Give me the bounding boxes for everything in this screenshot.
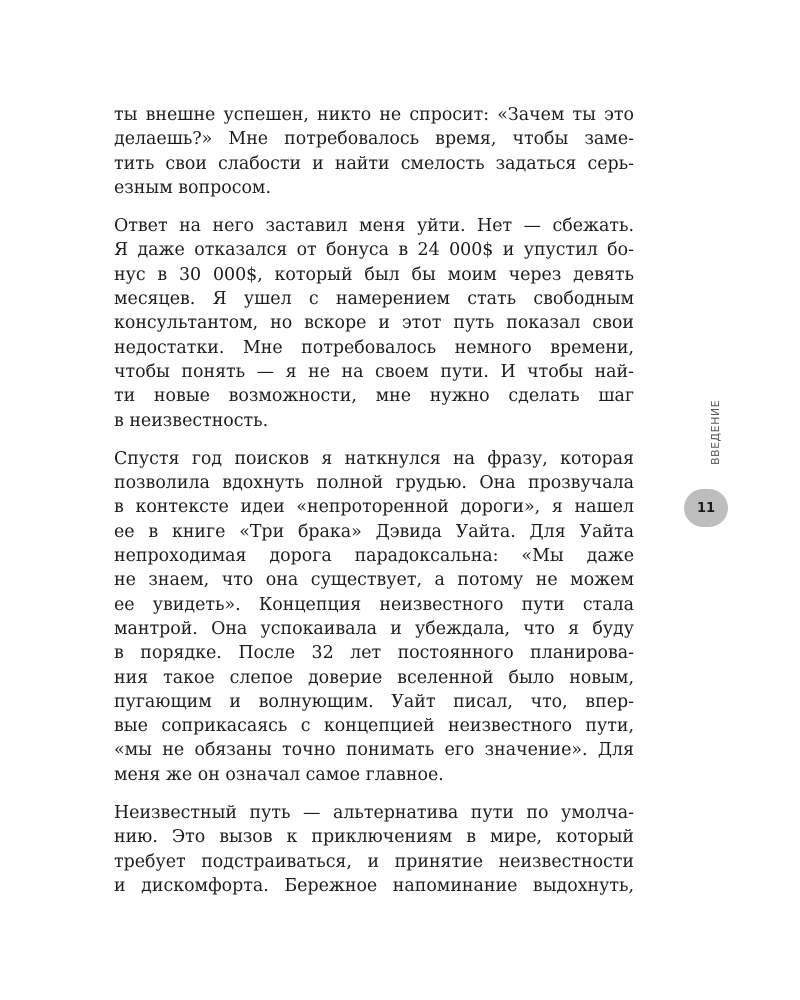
text-line: требует подстраиваться, и принятие неизвестности bbox=[114, 851, 634, 872]
text-line: Я даже отказался от бонуса в 24 000$ и упустил бо- bbox=[114, 240, 634, 261]
text-line: ее увидеть». Концепция неизвестного пути стала bbox=[114, 594, 634, 615]
text-line: мантрой. Она успокаивала и убеждала, что я буду bbox=[114, 618, 634, 639]
text-line: нус в 30 000$, который был бы моим через девять bbox=[114, 264, 634, 285]
text-line: езным вопросом. bbox=[114, 177, 271, 198]
text-line: ты внешне успешен, никто не спросит: «Зачем ты это bbox=[114, 105, 634, 125]
text-line: Спустя год поисков я наткнулся на фразу, которая bbox=[114, 448, 634, 469]
paragraph-4 bbox=[114, 801, 634, 898]
text-line: чтобы понять — я не на своем пути. И чтобы най- bbox=[114, 361, 634, 382]
text-line: Ответ на него заставил меня уйти. Нет — сбежать. bbox=[114, 216, 634, 237]
text-line: непроходимая дорога парадоксальна: «Мы даже bbox=[114, 546, 634, 567]
text-line: меня же он означал самое главное. bbox=[114, 764, 444, 785]
text-line: консультантом, но вскоре и этот путь показал свои bbox=[114, 313, 634, 334]
text-line: нию. Это вызов к приключениям в мире, который bbox=[114, 827, 634, 848]
section-label: ВВЕДЕНИЕ bbox=[709, 399, 722, 465]
text-line: не знаем, что она существует, а потому не можем bbox=[114, 570, 634, 591]
text-line: в неизвестность. bbox=[114, 410, 269, 431]
text-line: ния такое слепое доверие вселенной было новым, bbox=[114, 667, 634, 688]
text-line: тить свои слабости и найти смелость задаться серь- bbox=[114, 153, 634, 174]
text-line: недостатки. Мне потребовалось немного времени, bbox=[114, 337, 634, 358]
paragraph-3 bbox=[114, 447, 634, 787]
text-line: Неизвестный путь — альтернатива пути по умолча- bbox=[114, 803, 634, 824]
text-line: пугающим и волнующим. Уайт писал, что, впер- bbox=[114, 691, 634, 712]
paragraph-2 bbox=[114, 214, 634, 433]
text-line: в порядке. После 32 лет постоянного планирова- bbox=[114, 643, 634, 664]
text-line: позволила вдохнуть полной грудью. Она прозвучала bbox=[114, 473, 634, 494]
text-line: ее в книге «Три брака» Дэвида Уайта. Для Уайта bbox=[114, 521, 634, 542]
text-line: и дискомфорта. Бережное напоминание выдохнуть, bbox=[114, 875, 634, 896]
text-line: месяцев. Я ушел с намерением стать свободным bbox=[114, 289, 634, 310]
text-line: «мы не обязаны точно понимать его значение». Для bbox=[114, 740, 634, 761]
page-number-badge bbox=[684, 489, 728, 527]
text-line: вые соприкасаясь с концепцией неизвестного пути, bbox=[114, 716, 634, 737]
page-number: 11 bbox=[696, 500, 716, 516]
text-line: ти новые возможности, мне нужно сделать шаг bbox=[114, 386, 634, 407]
body-text bbox=[114, 103, 634, 912]
text-line: в контексте идеи «непроторенной дороги», я нашел bbox=[114, 497, 634, 518]
paragraph-1 bbox=[114, 103, 634, 200]
text-line: делаешь?» Мне потребовалось время, чтобы заме- bbox=[114, 129, 634, 150]
